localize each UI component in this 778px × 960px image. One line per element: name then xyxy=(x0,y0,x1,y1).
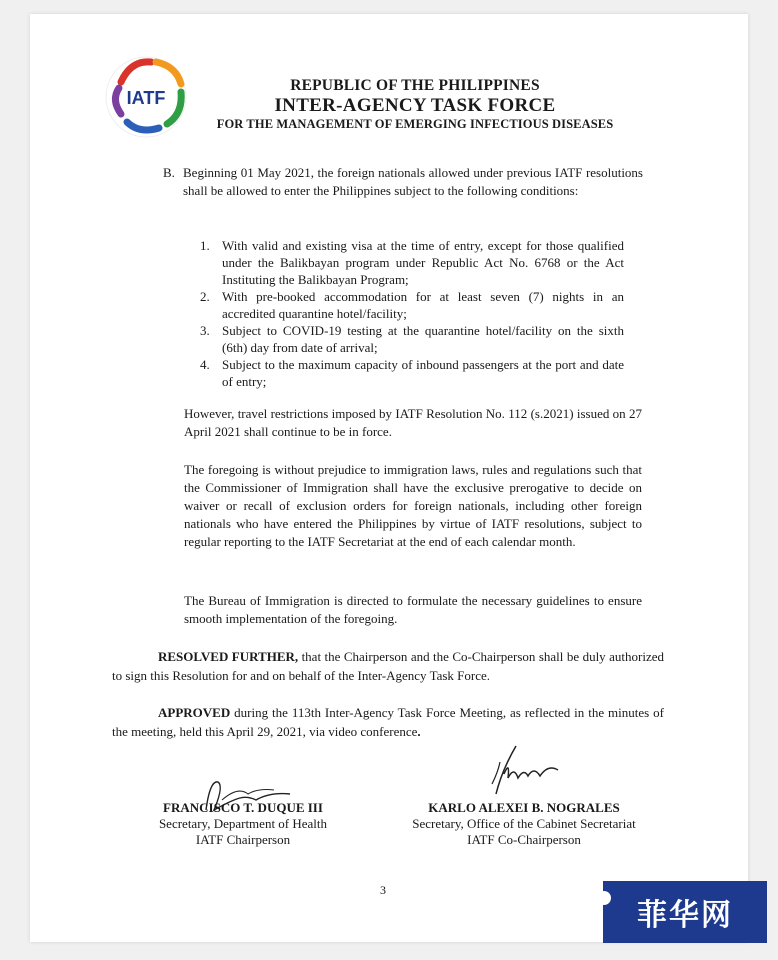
however-paragraph: However, travel restrictions imposed by IATF Resolution No. 112 (s.2021) issued on 27 April 2021 shall continue to be in force. xyxy=(184,406,642,439)
conditions-list xyxy=(200,237,624,390)
logo-arc-blue xyxy=(127,122,159,130)
signatory-chairperson xyxy=(138,800,348,848)
bureau-paragraph: The Bureau of Immigration is directed to formulate the necessary guidelines to ensure smooth implementation of the foregoing. xyxy=(184,593,642,626)
logo-arc-purple xyxy=(115,88,121,114)
signature-nograles xyxy=(474,742,584,802)
signatory-name: KARLO ALEXEI B. NOGRALES xyxy=(428,800,620,815)
list-item: 4. Subject to the maximum capacity of inbound passengers at the port and date of entry; xyxy=(200,357,624,389)
signatory-co-chairperson xyxy=(390,800,658,848)
signatory-title: Secretary, Office of the Cabinet Secretariat xyxy=(412,816,636,831)
watermark-text: 菲华网 xyxy=(637,898,733,933)
list-item: 1. With valid and existing visa at the time of entry, except for those qualified under the Balikbayan program under Republic Act No. 6768 or the Act Instituting the Balikbayan Program; xyxy=(200,238,624,287)
list-item: 3. Subject to COVID-19 testing at the quarantine hotel/facility on the sixth (6th) day from date of arrival; xyxy=(200,323,624,355)
logo-text: IATF xyxy=(126,88,166,108)
section-b xyxy=(163,164,643,200)
watermark-badge xyxy=(603,881,767,943)
approved-paragraph: APPROVED during the 113th Inter-Agency Task Force Meeting, as reflected in the minutes of the meeting, held this April 29, 2021, via video conference. xyxy=(112,705,664,739)
watermark-dot-icon xyxy=(597,891,611,905)
section-b-intro: Beginning 01 May 2021, the foreign nationals allowed under previous IATF resolutions shall be allowed to enter the Philippines subject to the following conditions: xyxy=(183,165,643,198)
section-b-marker: B. xyxy=(163,165,175,180)
letterhead-subtitle: FOR THE MANAGEMENT OF EMERGING INFECTIOUS DISEASES xyxy=(216,116,614,131)
list-item: 2. With pre-booked accommodation for at least seven (7) nights in an accredited quarantine hotel/facility; xyxy=(200,289,624,321)
logo-arc-red xyxy=(121,62,151,82)
logo-arc-orange xyxy=(156,62,181,84)
signatory-role: IATF Chairperson xyxy=(195,832,291,847)
signatory-name: FRANCISCO T. DUQUE III xyxy=(163,800,323,815)
foregoing-paragraph: The foregoing is without prejudice to immigration laws, rules and regulations such that the Commissioner of Immigration shall have the exclusive prerogative to decide on waiver or recall of exclusion orders for foreign nationals, including other foreign nationals who have entered the Philippines by virtue of IATF resolutions, subject to regular reporting to the IATF Secretariat at the end of each calendar month. xyxy=(184,462,642,549)
resolved-further-paragraph: RESOLVED FURTHER, that the Chairperson and the Co-Chairperson shall be duly authorized to sign this Resolution for and on behalf of the Inter-Agency Task Force. xyxy=(112,649,664,683)
letterhead-title: INTER-AGENCY TASK FORCE xyxy=(274,94,556,116)
signatory-title: Secretary, Department of Health xyxy=(158,816,328,831)
iatf-logo xyxy=(101,52,191,142)
letterhead xyxy=(200,78,630,130)
page-number: 3 xyxy=(380,883,386,897)
letterhead-republic: REPUBLIC OF THE PHILIPPINES xyxy=(290,77,540,94)
signatory-role: IATF Co-Chairperson xyxy=(467,832,581,847)
